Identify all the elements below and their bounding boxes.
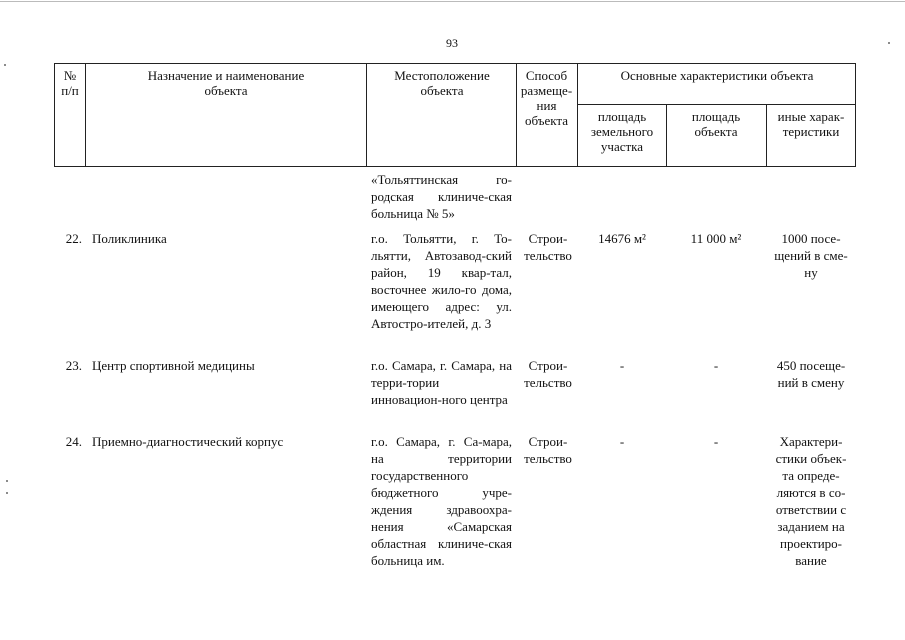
header-name: Назначение и наименование объекта (147, 68, 305, 98)
header-divider (85, 63, 86, 167)
row-land-area: - (619, 358, 625, 373)
header-num: № п/п (61, 68, 79, 98)
row-location: «Тольяттинская го-родская клиниче-ская больница № 5» (371, 172, 512, 221)
row-location: г.о. Тольятти, г. То-льятти, Автозавод-ский район, 19 квар-тал, восточнее жило-го дома, имеющего адрес: ул. Автостро-ителей, д. 3 (371, 231, 512, 331)
header-divider (577, 63, 578, 167)
scan-speck (6, 480, 8, 482)
header-divider (577, 104, 856, 105)
row-number: 23. (65, 358, 82, 373)
header-divider (366, 63, 367, 167)
header-land-area: площадь земельного участка (590, 109, 654, 154)
row-name: Поликлиника (92, 231, 167, 246)
scan-speck (4, 64, 6, 66)
scan-speck (888, 42, 890, 44)
row-object-area: - (713, 434, 719, 449)
row-method: Строи-тельство (524, 231, 572, 263)
row-other: 450 посеще-ний в смену (776, 358, 846, 390)
page-number: 93 (446, 36, 458, 50)
row-object-area: 11 000 м² (690, 231, 742, 246)
header-location: Местоположение объекта (394, 68, 490, 98)
row-method: Строи-тельство (524, 358, 572, 390)
row-number: 22. (65, 231, 82, 246)
row-number: 24. (65, 434, 82, 449)
scan-speck (6, 492, 8, 494)
row-land-area: - (619, 434, 625, 449)
header-divider (516, 63, 517, 167)
header-other: иные харак-теристики (777, 109, 845, 139)
row-method: Строи-тельство (524, 434, 572, 466)
header-divider (666, 104, 667, 167)
row-object-area: - (713, 358, 719, 373)
header-divider (766, 104, 767, 167)
header-object-area: площадь объекта (691, 109, 741, 139)
row-other: Характери-стики объек-та опреде-ляются в со-ответствии с заданием на проектиро-вание (775, 434, 847, 568)
row-name: Приемно-диагностический корпус (92, 434, 284, 449)
header-characteristics: Основные характеристики объекта (620, 68, 814, 83)
row-other: 1000 посе-щений в сме-ну (774, 231, 848, 280)
scan-line (0, 1, 905, 2)
row-location: г.о. Самара, г. Са-мара, на территории государственного бюджетного учре-ждения здравоохра-нения «Самарская областная клиниче-ская больница им. (371, 434, 512, 568)
row-land-area: 14676 м² (598, 231, 646, 246)
row-name: Центр спортивной медицины (92, 358, 255, 373)
row-location: г.о. Самара, г. Самара, на терри-тории инновацион-ного центра (371, 358, 512, 407)
header-method: Способ размеще-ния объекта (520, 68, 573, 128)
